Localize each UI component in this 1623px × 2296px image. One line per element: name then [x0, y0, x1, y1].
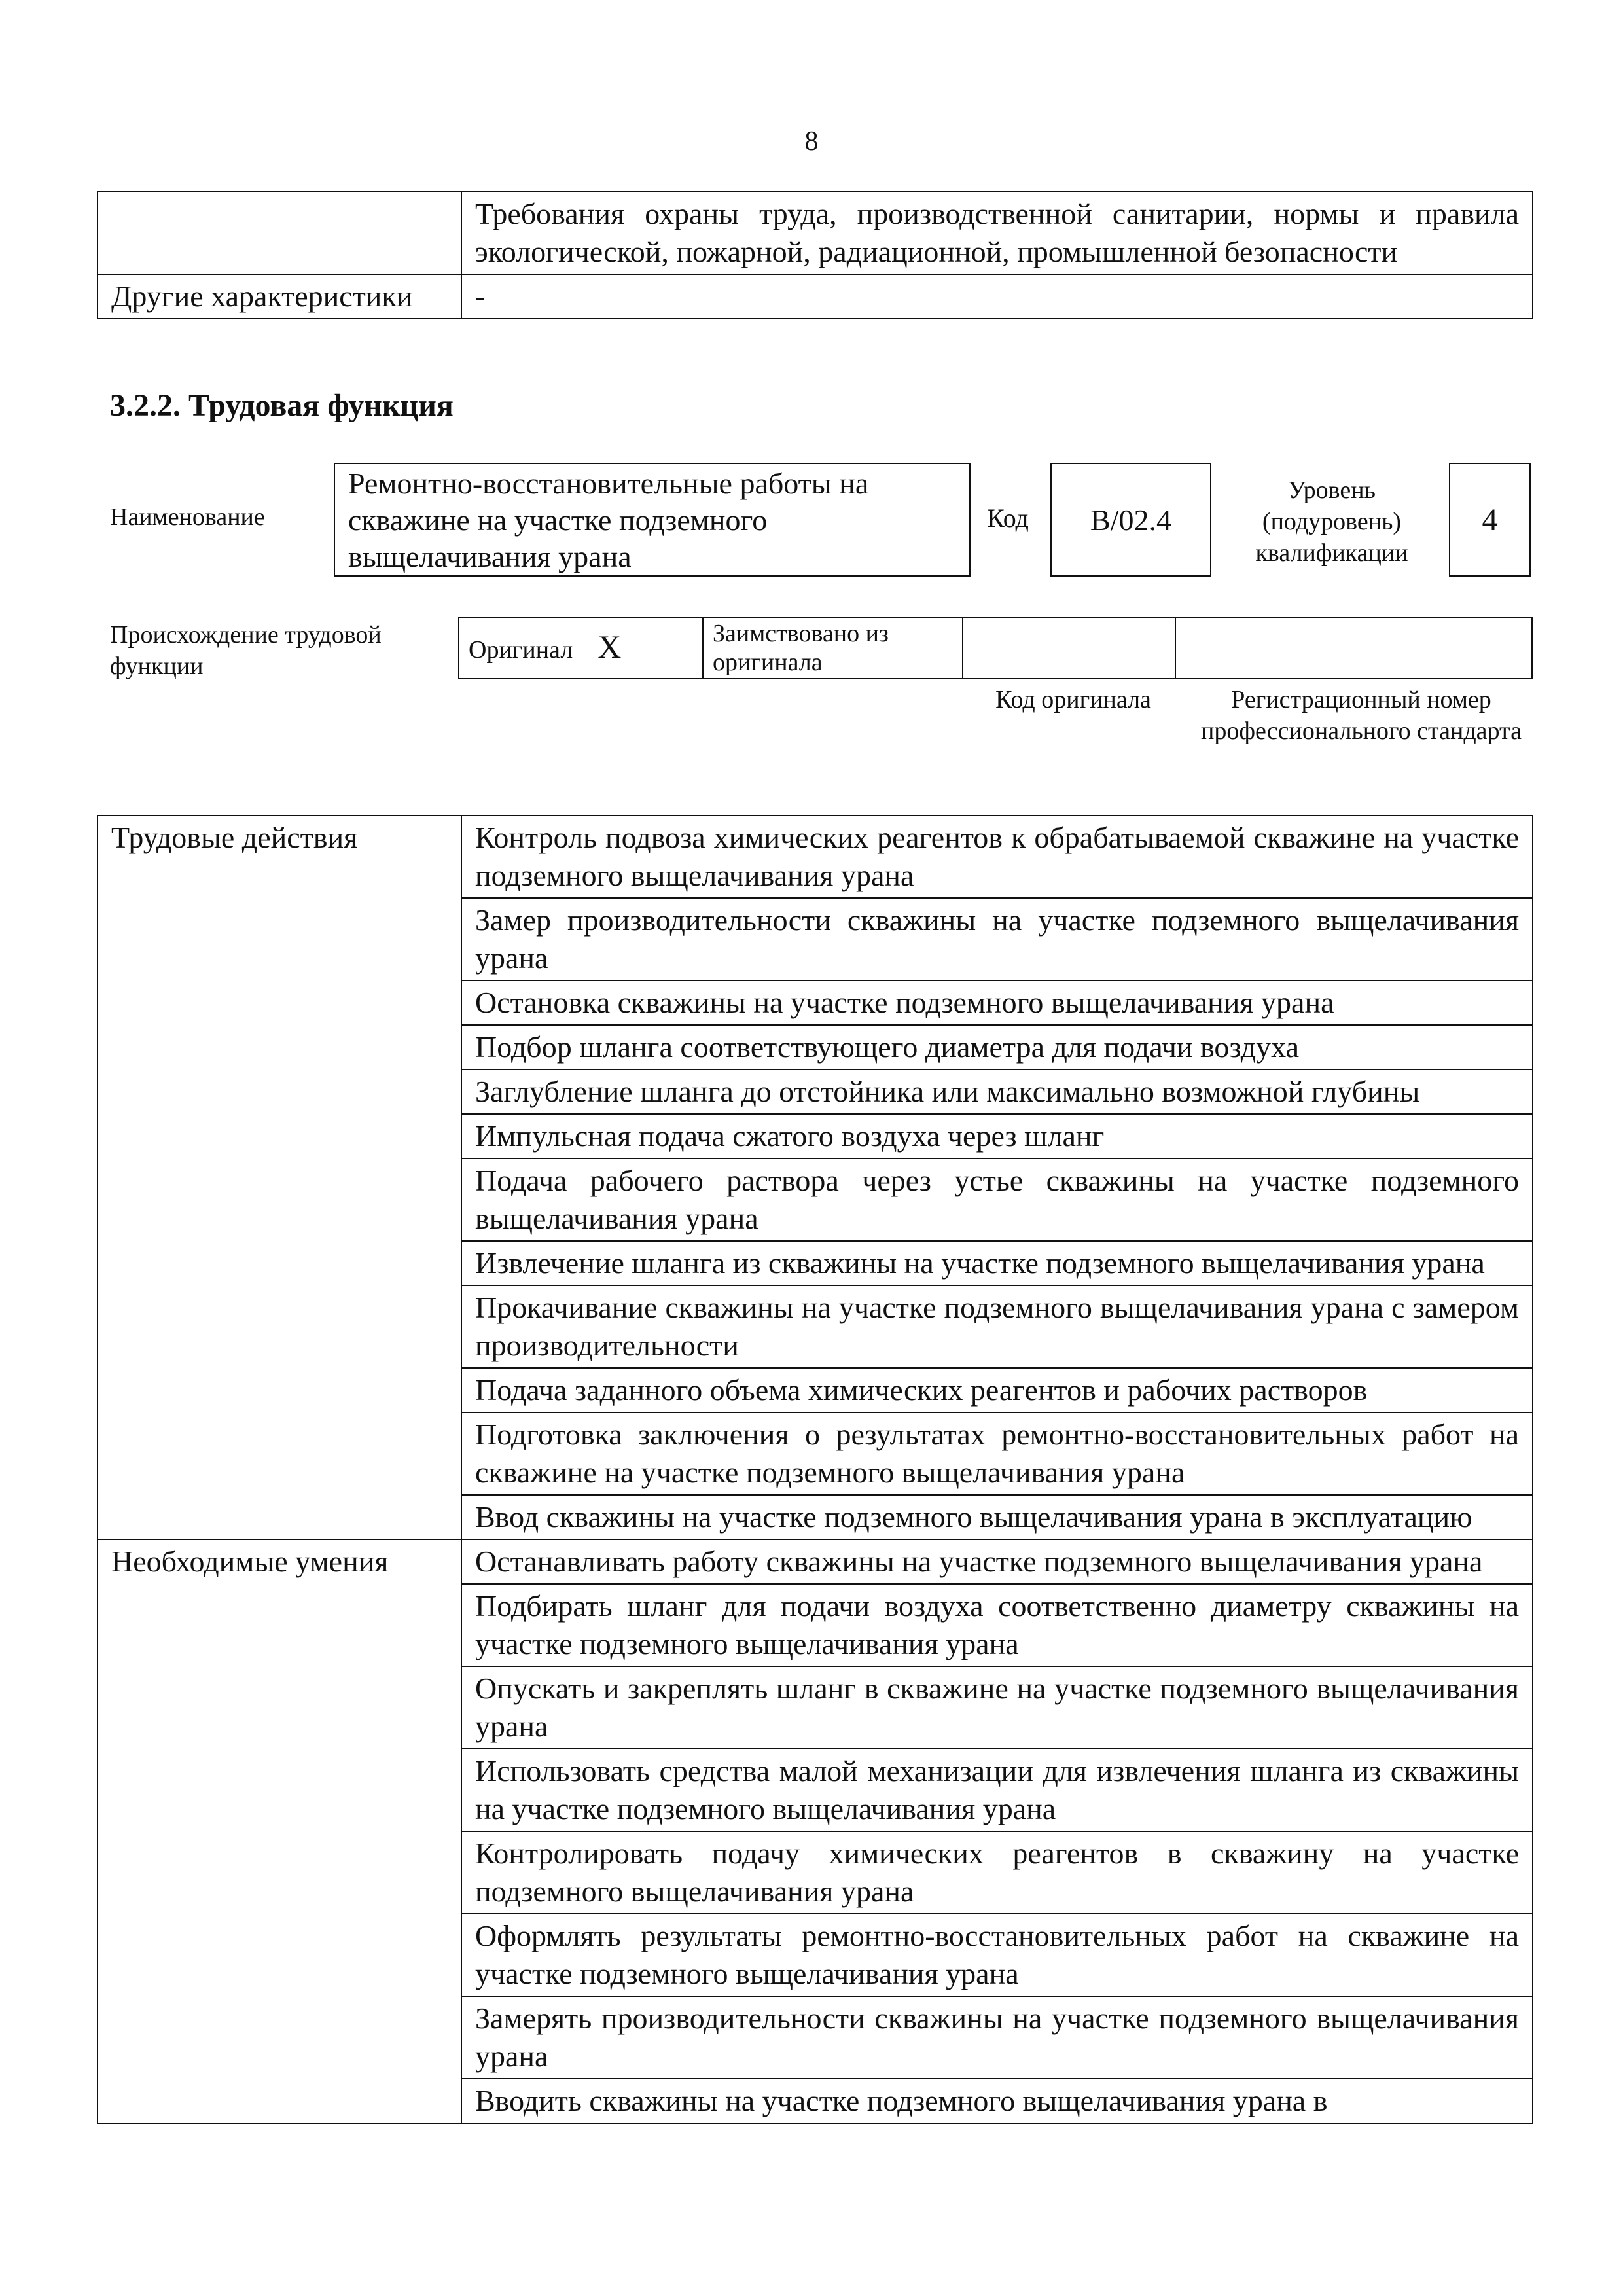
borrowed-label: Заимствовано из оригинала: [703, 617, 963, 679]
labor-actions-item: Остановка скважины на участке подземного выщелачивания урана: [461, 980, 1533, 1025]
original-label: Оригинал: [469, 636, 573, 664]
table-row: [98, 816, 1533, 898]
origin-table: [458, 617, 1533, 679]
skills-item: Опускать и закреплять шланг в скважине на участке подземного выщелачивания урана: [461, 1666, 1533, 1749]
function-name-value: Ремонтно-восстановительные работы на скважине на участке подземного выщелачивания урана: [334, 463, 971, 577]
original-code-caption: Код оригинала: [995, 686, 1151, 713]
labor-actions-item: Подача рабочего раствора через устье скважины на участке подземного выщелачивания урана: [461, 1158, 1533, 1241]
original-code-cell: [963, 617, 1175, 679]
original-cell: [459, 617, 703, 679]
function-code-value: B/02.4: [1050, 463, 1211, 577]
skills-item: Контролировать подачу химических реагентов в скважину на участке подземного выщелачивания урана: [461, 1831, 1533, 1914]
table-row: [98, 274, 1533, 319]
labor-actions-item: Заглубление шланга до отстойника или максимально возможной глубины: [461, 1069, 1533, 1114]
reg-number-caption: Регистрационный номер профессионального стандарта: [1201, 686, 1522, 745]
origin-label: Происхождение трудовой функции: [110, 621, 382, 680]
skills-item: Останавливать работу скважины на участке подземного выщелачивания урана: [461, 1539, 1533, 1584]
labor-actions-item: Замер производительности скважины на участке подземного выщелачивания урана: [461, 898, 1533, 980]
qualification-level-value: 4: [1449, 463, 1531, 577]
labor-actions-item: Прокачивание скважины на участке подземного выщелачивания урана с замером производительности: [461, 1285, 1533, 1368]
original-mark: X: [597, 628, 622, 665]
table-row: [459, 617, 1532, 679]
skills-item: Оформлять результаты ремонтно-восстановительных работ на скважине на участке подземного выщелачивания урана: [461, 1914, 1533, 1996]
reg-number-cell: [1175, 617, 1532, 679]
other-characteristics-label: Другие характеристики: [98, 274, 461, 319]
table-row: [98, 192, 1533, 274]
table-row: [98, 1539, 1533, 1584]
labor-actions-item: Подбор шланга соответствующего диаметра для подачи воздуха: [461, 1025, 1533, 1069]
labor-actions-item: Подготовка заключения о результатах ремонтно-восстановительных работ на скважине на участке подземного выщелачивания урана: [461, 1412, 1533, 1495]
skills-item: Подбирать шланг для подачи воздуха соответственно диаметру скважины на участке подземного выщелачивания урана: [461, 1584, 1533, 1666]
name-label: Наименование: [110, 503, 265, 531]
labor-actions-label: Трудовые действия: [98, 816, 461, 1539]
skills-item: Использовать средства малой механизации для извлечения шланга из скважины на участке подземного выщелачивания урана: [461, 1749, 1533, 1831]
code-label: Код: [987, 503, 1029, 533]
labor-actions-item: Извлечение шланга из скважины на участке подземного выщелачивания урана: [461, 1241, 1533, 1285]
skills-label: Необходимые умения: [98, 1539, 461, 2123]
skills-item: Вводить скважины на участке подземного выщелачивания урана в: [461, 2079, 1533, 2123]
labor-actions-item: Ввод скважины на участке подземного выщелачивания урана в эксплуатацию: [461, 1495, 1533, 1539]
empty-cell: [98, 192, 461, 274]
labor-actions-item: Импульсная подача сжатого воздуха через шланг: [461, 1114, 1533, 1158]
section-heading: 3.2.2. Трудовая функция: [110, 388, 454, 423]
other-characteristics-value: -: [461, 274, 1533, 319]
labor-actions-item: Контроль подвоза химических реагентов к обрабатываемой скважине на участке подземного выщелачивания урана: [461, 816, 1533, 898]
characteristics-table: [97, 191, 1533, 319]
skills-item: Замерять производительности скважины на участке подземного выщелачивания урана: [461, 1996, 1533, 2079]
qualification-level-label: Уровень (подуровень) квалификации: [1255, 476, 1408, 567]
actions-skills-table: [97, 815, 1533, 2124]
labor-actions-item: Подача заданного объема химических реагентов и рабочих растворов: [461, 1368, 1533, 1412]
requirements-text: Требования охраны труда, производственной санитарии, нормы и правила экологической, пожарной, радиационной, промышленной безопасности: [461, 192, 1533, 274]
page-number: 8: [804, 126, 819, 156]
